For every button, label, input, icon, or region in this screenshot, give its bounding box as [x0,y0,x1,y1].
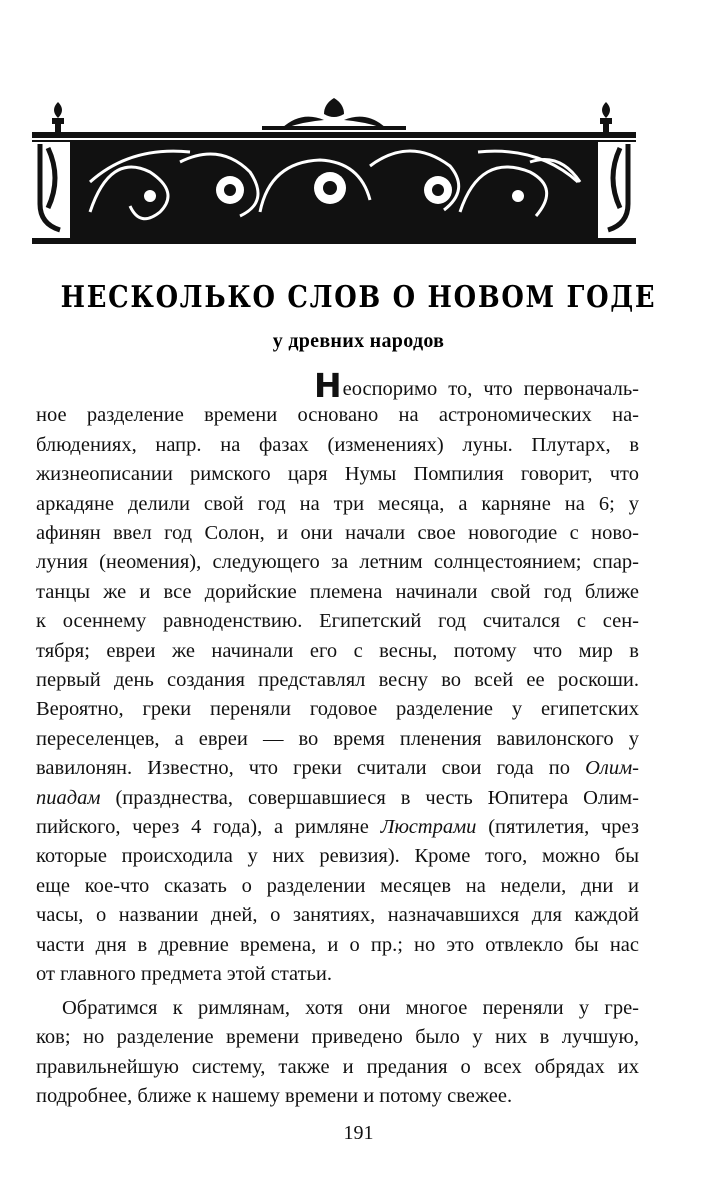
paragraph-line: еще кое-что сказать о разделении месяцев на недели, дни и [36,874,639,897]
page-number: 191 [343,1122,374,1144]
paragraph-line: к осеннему равноденствию. Египетский год считался с сен- [36,610,639,633]
paragraph-line: жизнеописании римского царя Нумы Помпилия говорит, что [36,463,639,486]
paragraph-line: часы, о названии дней, о занятиях, назначавшихся для каждой [36,904,639,927]
article-title: НЕСКОЛЬКО СЛОВ О НОВОМ ГОДЕ [60,280,657,315]
paragraph-line: переселенцев, а евреи — во время пленения вавилонского у [36,727,639,750]
paragraph-line: ное разделение времени основано на астрономических на- [36,404,639,427]
paragraph-line: части дня в древние времена, и о пр.; но это отвлекло бы нас [36,933,639,956]
paragraph-line: от главного предмета этой статьи. [36,963,333,985]
paragraph-line: Вероятно, греки переняли годовое разделение у египетских [36,698,639,721]
paragraph-line: танцы же и все дорийские племена начинали свой год ближе [36,580,639,603]
paragraph-line: ков; но разделение времени приведено было у них в лучшую, [36,1026,639,1049]
paragraph-line: тября; евреи же начинали его с весны, потому что мир в [36,639,639,662]
paragraph-line: которые происходила у них ревизия). Кроме того, можно бы [36,845,639,868]
paragraph-line: правильнейшую систему, также и предания о всех обрядах их [36,1055,639,1078]
paragraph-line: первый день создания представлял весну во всей ее роскоши. [36,669,639,691]
article-subtitle: у древних народов [272,330,445,352]
paragraph-line: вавилонян. Известно, что греки считали свои года по Олим- [36,757,639,780]
drop-cap: Н [314,366,342,405]
paragraph-line: аркадяне делили свой год на три месяца, а карняне на 6; у [36,492,639,515]
floral-headpiece-icon [30,92,638,250]
paragraph-line: афинян ввел год Солон, и они начали свое новогодие с ново- [36,522,639,544]
paragraph-line: луния (неомения), следующего за летним солнцестоянием; спар- [36,551,639,574]
paragraph-line: Обратимся к римлянам, хотя они многое переняли у гре- [62,997,639,1019]
paragraph-line: Неоспоримо то, что первоначаль- [314,366,639,405]
paragraph-line: блюдениях, напр. на фазах (изменениях) луны. Плутарх, в [36,433,639,456]
paragraph-line: подробнее, ближе к нашему времени и потому свежее. [36,1085,513,1108]
paragraph-line: пийского, через 4 года), а римляне Люстрами (пятилетия, чрез [36,816,639,838]
paragraph-line: пиадам (празднества, совершавшиеся в честь Юпитера Олим- [36,786,639,809]
